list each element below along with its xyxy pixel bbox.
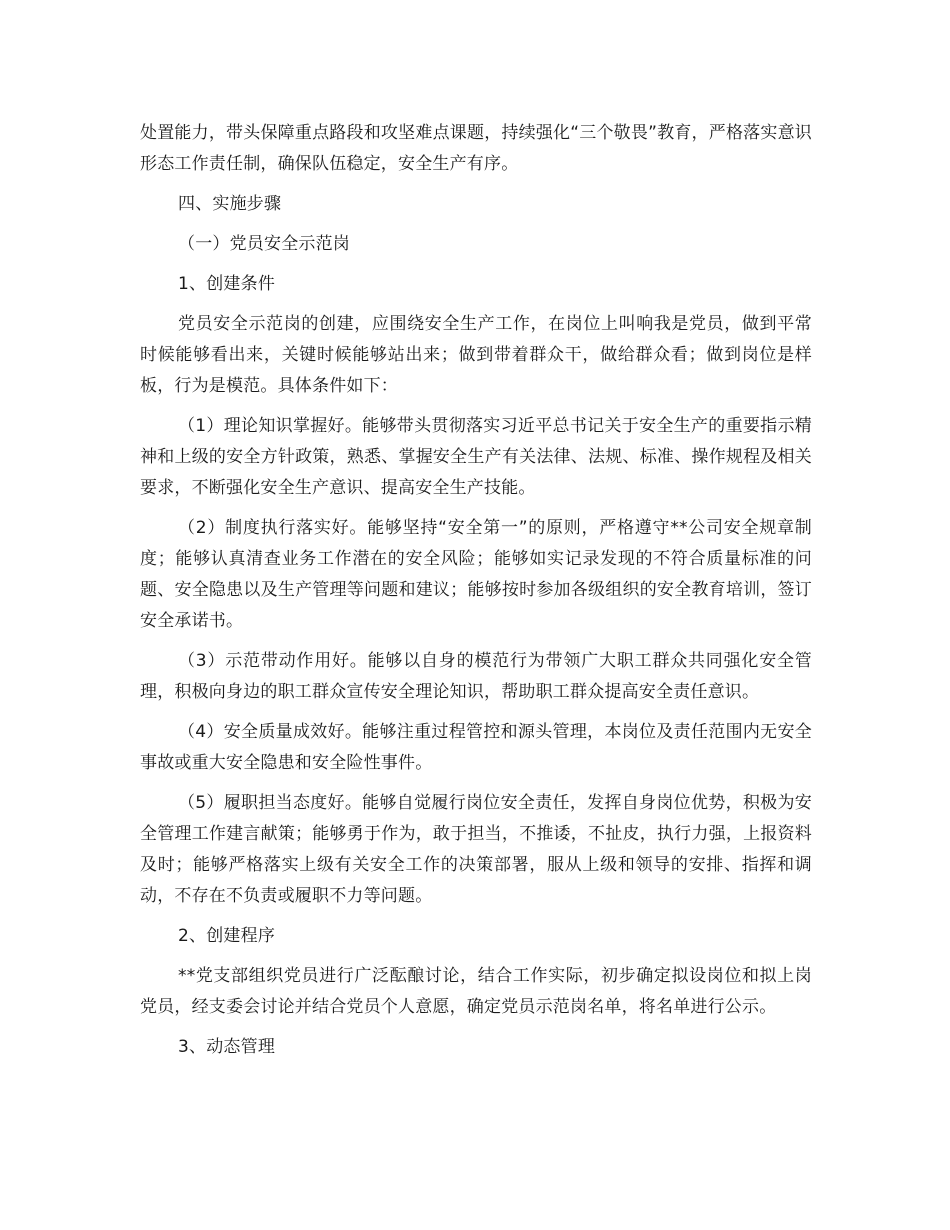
paragraph-continuation: 处置能力，带头保障重点路段和攻坚难点课题，持续强化“三个敬畏”教育，严格落实意识形态工作责任制，确保队伍稳定，安全生产有序。 bbox=[140, 123, 812, 174]
condition-item-3: （3）示范带动作用好。能够以自身的模范行为带领广大职工群众共同强化安全管理，积极向身边的职工群众宣传安全理论知识，帮助职工群众提高安全责任意识。 bbox=[140, 651, 812, 702]
subsection-heading-party-member-safety-post: （一）党员安全示范岗 bbox=[178, 234, 350, 254]
item-heading-creation-procedure: 2、创建程序 bbox=[178, 926, 276, 946]
paragraph-creation-conditions: 党员安全示范岗的创建，应围绕安全生产工作，在岗位上叫响我是党员，做到平常时候能够看出来，关键时候能够站出来；做到带着群众干，做给群众看；做到岗位是样板，行为是模范。具体条件如下： bbox=[140, 314, 812, 396]
document-body bbox=[140, 118, 812, 1072]
item-heading-dynamic-management: 3、动态管理 bbox=[178, 1037, 276, 1057]
item-heading-creation-conditions: 1、创建条件 bbox=[178, 274, 276, 294]
condition-item-4: （4）安全质量成效好。能够注重过程管控和源头管理，本岗位及责任范围内无安全事故或重大安全隐患和安全险性事件。 bbox=[140, 722, 812, 773]
section-heading-implementation-steps: 四、实施步骤 bbox=[178, 194, 282, 214]
condition-item-5: （5）履职担当态度好。能够自觉履行岗位安全责任，发挥自身岗位优势，积极为安全管理工作建言献策；能够勇于作为，敢于担当，不推诿，不扯皮，执行力强，上报资料及时；能够严格落实上级有关安全工作的决策部署，服从上级和领导的安排、指挥和调动，不存在不负责或履职不力等问题。 bbox=[140, 793, 812, 906]
condition-item-2: （2）制度执行落实好。能够坚持“安全第一”的原则，严格遵守**公司安全规章制度；能够认真清查业务工作潜在的安全风险；能够如实记录发现的不符合质量标准的问题、安全隐患以及生产管理等问题和建议；能够按时参加各级组织的安全教育培训，签订安全承诺书。 bbox=[140, 518, 812, 631]
condition-item-1: （1）理论知识掌握好。能够带头贯彻落实习近平总书记关于安全生产的重要指示精神和上级的安全方针政策，熟悉、掌握安全生产有关法律、法规、标准、操作规程及相关要求，不断强化安全生产意识、提高安全生产技能。 bbox=[140, 416, 812, 498]
paragraph-creation-procedure: **党支部组织党员进行广泛酝酿讨论，结合工作实际，初步确定拟设岗位和拟上岗党员，经支委会讨论并结合党员个人意愿，确定党员示范岗名单，将名单进行公示。 bbox=[140, 966, 812, 1017]
